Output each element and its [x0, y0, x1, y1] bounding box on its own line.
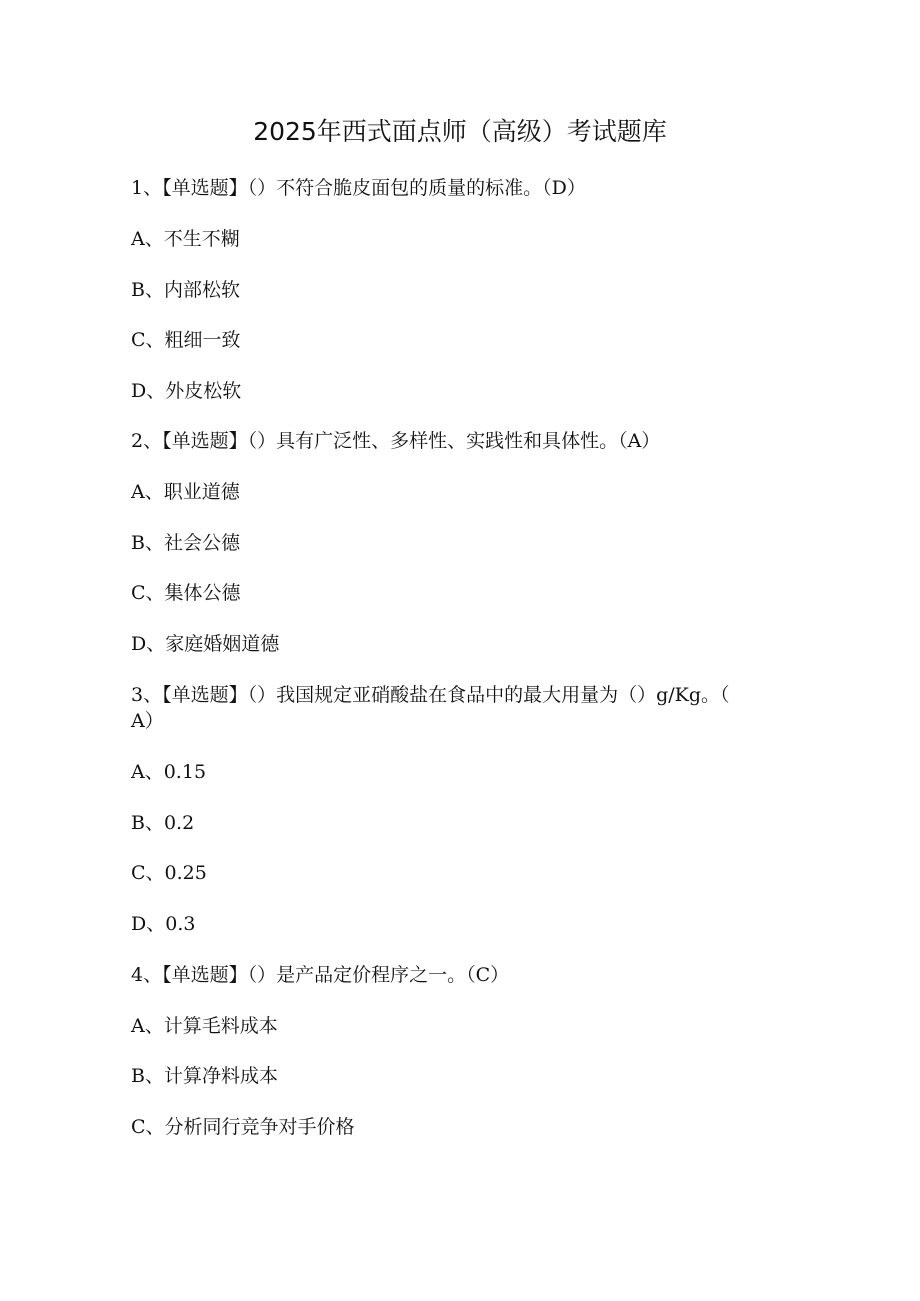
question-4-option-b: B、计算净料成本 — [131, 1065, 278, 1087]
question-2-stem: 2、【单选题】（）具有广泛性、多样性、实践性和具体性。（A） — [131, 430, 661, 452]
question-2-option-c: C、集体公德 — [131, 582, 241, 604]
question-4-option-a: A、计算毛料成本 — [131, 1015, 278, 1037]
question-3-option-c: C、0.25 — [131, 862, 207, 884]
question-1-stem: 1、【单选题】（）不符合脆皮面包的质量的标准。（D） — [131, 177, 586, 199]
question-2-option-d: D、家庭婚姻道德 — [131, 633, 280, 655]
question-3-option-d: D、0.3 — [131, 913, 196, 935]
question-3-stem-line-1: 3、【单选题】（）我国规定亚硝酸盐在食品中的最大用量为（）g/Kg。（ — [131, 684, 730, 706]
question-3-option-a: A、0.15 — [131, 761, 207, 783]
document-title: 2025年西式面点师（高级）考试题库 — [253, 117, 667, 146]
question-1-option-a: A、不生不糊 — [131, 228, 240, 250]
question-1-option-c: C、粗细一致 — [131, 329, 241, 351]
question-3-option-b: B、0.2 — [131, 812, 195, 834]
question-2-option-b: B、社会公德 — [131, 532, 240, 554]
question-2-option-a: A、职业道德 — [131, 481, 240, 503]
question-4-stem: 4、【单选题】（）是产品定价程序之一。（C） — [131, 964, 510, 986]
question-3-stem-line-2: A） — [131, 710, 164, 732]
question-4-option-c: C、分析同行竞争对手价格 — [131, 1116, 355, 1138]
question-1-option-d: D、外皮松软 — [131, 380, 242, 402]
question-1-option-b: B、内部松软 — [131, 279, 240, 301]
